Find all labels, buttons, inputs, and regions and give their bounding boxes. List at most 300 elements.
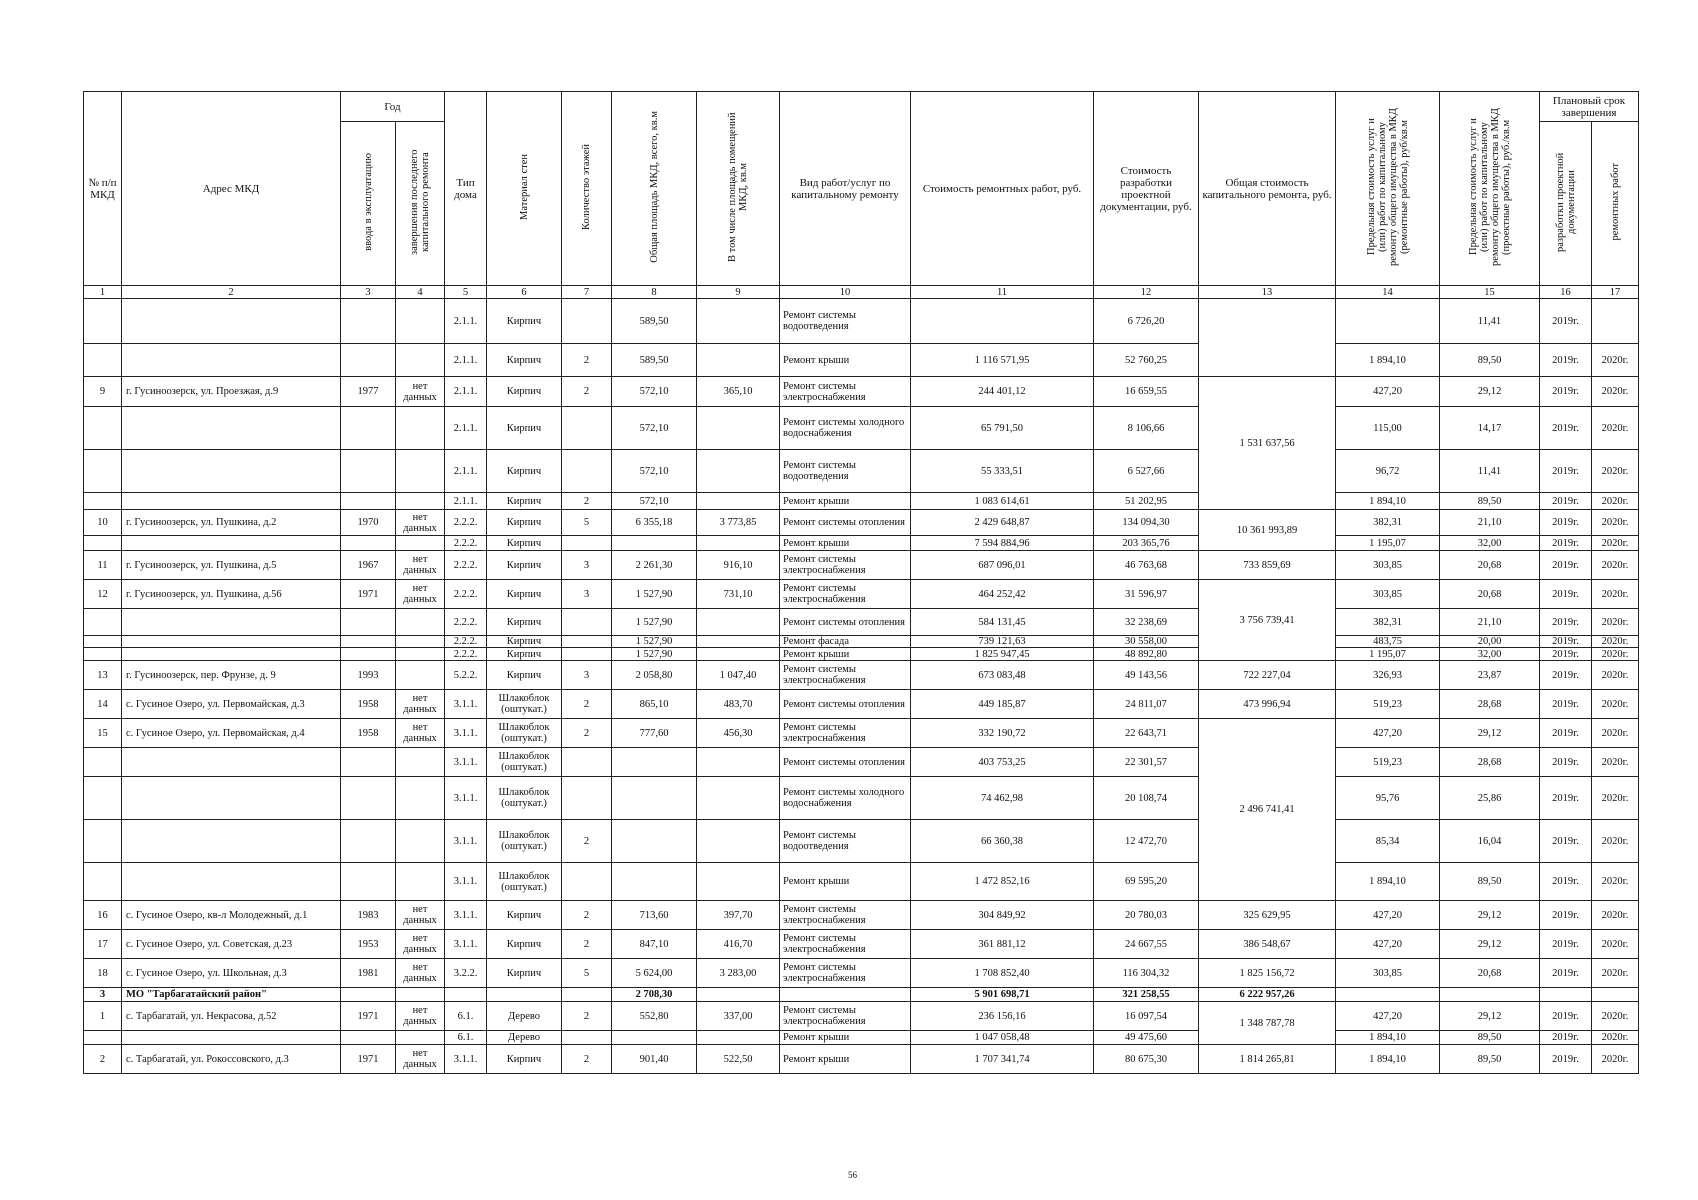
cell-work-type: Ремонт крыши — [780, 493, 911, 510]
cell-design-term: 2019г. — [1540, 377, 1592, 407]
cell-commissioning-year: 1970 — [341, 510, 396, 536]
cell-row-number: 1 — [84, 1002, 122, 1031]
column-number: 6 — [487, 286, 562, 299]
cell-repair-term: 2020г. — [1592, 690, 1639, 719]
cell-house-type: 3.1.1. — [445, 863, 487, 901]
cell-work-type: Ремонт системы отопления — [780, 748, 911, 777]
cell-address — [122, 863, 341, 901]
cell-limit-design: 28,68 — [1440, 748, 1540, 777]
cell-row-number: 12 — [84, 580, 122, 609]
cell-limit-design: 89,50 — [1440, 493, 1540, 510]
cell-address — [122, 636, 341, 648]
cell-last-repair-year — [396, 493, 445, 510]
cell-premises-area — [697, 450, 780, 493]
cell-limit-design: 23,87 — [1440, 661, 1540, 690]
column-number: 1 — [84, 286, 122, 299]
cell-limit-repair: 1 894,10 — [1336, 493, 1440, 510]
cell-limit-repair: 519,23 — [1336, 690, 1440, 719]
cell-address: г. Гусиноозерск, ул. Пушкина, д.2 — [122, 510, 341, 536]
document-page — [83, 91, 1639, 1074]
cell-commissioning-year — [341, 820, 396, 863]
cell-wall-material: Кирпич — [487, 450, 562, 493]
cell-limit-design: 20,68 — [1440, 959, 1540, 988]
table-row — [84, 820, 1639, 863]
table-row — [84, 719, 1639, 748]
cell-wall-material: Кирпич — [487, 344, 562, 377]
column-number: 14 — [1336, 286, 1440, 299]
cell-design-term: 2019г. — [1540, 863, 1592, 901]
cell-house-type: 2.2.2. — [445, 648, 487, 661]
cell-limit-design: 29,12 — [1440, 1002, 1540, 1031]
cell-design-term: 2019г. — [1540, 748, 1592, 777]
cell-wall-material: Шлакоблок (оштукат.) — [487, 719, 562, 748]
page-number: 56 — [848, 1170, 857, 1180]
cell-total-area: 2 708,30 — [612, 988, 697, 1002]
cell-premises-area — [697, 344, 780, 377]
cell-work-type: Ремонт крыши — [780, 1045, 911, 1074]
cell-row-number — [84, 536, 122, 551]
cell-wall-material: Кирпич — [487, 493, 562, 510]
cell-repair-cost: 65 791,50 — [911, 407, 1094, 450]
cell-row-number — [84, 493, 122, 510]
cell-design-term: 2019г. — [1540, 690, 1592, 719]
cell-last-repair-year — [396, 863, 445, 901]
cell-repair-term: 2020г. — [1592, 450, 1639, 493]
cell-limit-repair: 382,31 — [1336, 609, 1440, 636]
cell-limit-repair: 1 894,10 — [1336, 1031, 1440, 1045]
cell-last-repair-year — [396, 661, 445, 690]
header-repair-term: ремонтных работ — [1592, 122, 1639, 286]
cell-limit-design: 28,68 — [1440, 690, 1540, 719]
cell-repair-term: 2020г. — [1592, 551, 1639, 580]
cell-repair-cost: 1 083 614,61 — [911, 493, 1094, 510]
cell-limit-design: 16,04 — [1440, 820, 1540, 863]
cell-commissioning-year: 1958 — [341, 690, 396, 719]
cell-repair-cost: 687 096,01 — [911, 551, 1094, 580]
cell-work-type: Ремонт системы электроснабжения — [780, 580, 911, 609]
cell-repair-cost: 1 472 852,16 — [911, 863, 1094, 901]
cell-total-cost: 325 629,95 — [1199, 901, 1336, 930]
cell-total-area — [612, 748, 697, 777]
cell-limit-repair: 382,31 — [1336, 510, 1440, 536]
cell-floors — [562, 988, 612, 1002]
cell-design-term — [1540, 988, 1592, 1002]
capital-repair-table — [83, 91, 1639, 1074]
cell-premises-area — [697, 1031, 780, 1045]
cell-last-repair-year: нет данных — [396, 1002, 445, 1031]
cell-total-area: 552,80 — [612, 1002, 697, 1031]
cell-last-repair-year — [396, 609, 445, 636]
cell-commissioning-year: 1971 — [341, 1002, 396, 1031]
table-row — [84, 661, 1639, 690]
cell-design-cost: 69 595,20 — [1094, 863, 1199, 901]
cell-limit-repair — [1336, 299, 1440, 344]
cell-limit-repair: 1 894,10 — [1336, 863, 1440, 901]
cell-design-cost: 20 108,74 — [1094, 777, 1199, 820]
cell-repair-term: 2020г. — [1592, 344, 1639, 377]
cell-row-number: 17 — [84, 930, 122, 959]
cell-design-cost: 48 892,80 — [1094, 648, 1199, 661]
cell-last-repair-year: нет данных — [396, 959, 445, 988]
cell-limit-design: 29,12 — [1440, 719, 1540, 748]
cell-work-type: Ремонт системы электроснабжения — [780, 719, 911, 748]
cell-house-type: 3.2.2. — [445, 959, 487, 988]
cell-repair-term: 2020г. — [1592, 407, 1639, 450]
cell-floors — [562, 648, 612, 661]
cell-repair-term: 2020г. — [1592, 748, 1639, 777]
column-number: 10 — [780, 286, 911, 299]
cell-design-term: 2019г. — [1540, 1031, 1592, 1045]
cell-design-cost: 16 659,55 — [1094, 377, 1199, 407]
cell-floors: 2 — [562, 344, 612, 377]
cell-house-type: 2.2.2. — [445, 609, 487, 636]
cell-repair-cost: 66 360,38 — [911, 820, 1094, 863]
cell-total-area — [612, 536, 697, 551]
cell-design-term: 2019г. — [1540, 580, 1592, 609]
cell-repair-cost: 332 190,72 — [911, 719, 1094, 748]
cell-commissioning-year — [341, 777, 396, 820]
cell-work-type: Ремонт системы электроснабжения — [780, 1002, 911, 1031]
header-premises-area: В том числе площадь помещений МКД, кв.м — [697, 92, 780, 286]
cell-total-area — [612, 777, 697, 820]
cell-house-type: 2.1.1. — [445, 299, 487, 344]
header-total-area: Общая площадь МКД, всего, кв.м — [612, 92, 697, 286]
cell-last-repair-year: нет данных — [396, 930, 445, 959]
cell-limit-design: 21,10 — [1440, 609, 1540, 636]
cell-total-cost: 6 222 957,26 — [1199, 988, 1336, 1002]
cell-limit-design: 89,50 — [1440, 1031, 1540, 1045]
column-number: 11 — [911, 286, 1094, 299]
cell-total-area: 572,10 — [612, 377, 697, 407]
cell-repair-term: 2020г. — [1592, 930, 1639, 959]
table-row — [84, 777, 1639, 820]
cell-last-repair-year: нет данных — [396, 510, 445, 536]
cell-repair-cost: 1 825 947,45 — [911, 648, 1094, 661]
cell-last-repair-year — [396, 536, 445, 551]
cell-premises-area: 456,30 — [697, 719, 780, 748]
cell-wall-material: Кирпич — [487, 648, 562, 661]
cell-commissioning-year — [341, 1031, 396, 1045]
cell-limit-repair: 303,85 — [1336, 959, 1440, 988]
cell-house-type: 3.1.1. — [445, 690, 487, 719]
cell-wall-material: Кирпич — [487, 959, 562, 988]
cell-commissioning-year — [341, 493, 396, 510]
cell-design-cost: 22 301,57 — [1094, 748, 1199, 777]
header-work-type: Вид работ/услуг по капитальному ремонту — [780, 92, 911, 286]
cell-house-type: 3.1.1. — [445, 748, 487, 777]
header-limit-design: Предельная стоимость услуг и (или) работ по капитальному ремонту общего имущества в МКД (проектные работы), руб./кв.м — [1440, 92, 1540, 286]
table-row — [84, 551, 1639, 580]
cell-wall-material: Кирпич — [487, 407, 562, 450]
cell-work-type: Ремонт крыши — [780, 536, 911, 551]
cell-work-type: Ремонт системы электроснабжения — [780, 377, 911, 407]
cell-floors: 2 — [562, 690, 612, 719]
cell-design-cost: 20 780,03 — [1094, 901, 1199, 930]
cell-commissioning-year — [341, 748, 396, 777]
cell-floors: 5 — [562, 959, 612, 988]
cell-total-area: 1 527,90 — [612, 580, 697, 609]
cell-limit-design: 20,68 — [1440, 580, 1540, 609]
cell-last-repair-year: нет данных — [396, 1045, 445, 1074]
cell-premises-area — [697, 299, 780, 344]
table-row — [84, 901, 1639, 930]
column-number: 2 — [122, 286, 341, 299]
cell-floors — [562, 863, 612, 901]
cell-commissioning-year — [341, 609, 396, 636]
cell-row-number — [84, 344, 122, 377]
cell-floors: 3 — [562, 551, 612, 580]
cell-address — [122, 299, 341, 344]
cell-repair-term — [1592, 988, 1639, 1002]
cell-floors: 3 — [562, 580, 612, 609]
cell-design-cost: 51 202,95 — [1094, 493, 1199, 510]
cell-limit-repair: 483,75 — [1336, 636, 1440, 648]
cell-premises-area — [697, 748, 780, 777]
cell-design-cost: 31 596,97 — [1094, 580, 1199, 609]
cell-floors — [562, 1031, 612, 1045]
cell-design-cost: 203 365,76 — [1094, 536, 1199, 551]
cell-total-area — [612, 863, 697, 901]
cell-address: с. Тарбагатай, ул. Некрасова, д.52 — [122, 1002, 341, 1031]
cell-repair-cost: 1 707 341,74 — [911, 1045, 1094, 1074]
cell-address — [122, 777, 341, 820]
cell-limit-repair: 1 894,10 — [1336, 344, 1440, 377]
cell-wall-material: Шлакоблок (оштукат.) — [487, 820, 562, 863]
cell-row-number: 11 — [84, 551, 122, 580]
cell-wall-material: Кирпич — [487, 901, 562, 930]
cell-design-term: 2019г. — [1540, 636, 1592, 648]
cell-limit-design: 11,41 — [1440, 299, 1540, 344]
cell-limit-design: 20,68 — [1440, 551, 1540, 580]
cell-repair-term: 2020г. — [1592, 609, 1639, 636]
cell-limit-repair: 427,20 — [1336, 1002, 1440, 1031]
cell-floors — [562, 407, 612, 450]
cell-wall-material: Кирпич — [487, 1045, 562, 1074]
cell-row-number — [84, 748, 122, 777]
cell-limit-design: 29,12 — [1440, 377, 1540, 407]
cell-floors — [562, 299, 612, 344]
cell-house-type: 3.1.1. — [445, 901, 487, 930]
table-row — [84, 648, 1639, 661]
cell-address: с. Гусиное Озеро, ул. Советская, д.23 — [122, 930, 341, 959]
cell-address — [122, 407, 341, 450]
cell-design-term: 2019г. — [1540, 820, 1592, 863]
column-number: 12 — [1094, 286, 1199, 299]
cell-address — [122, 748, 341, 777]
cell-limit-repair: 1 894,10 — [1336, 1045, 1440, 1074]
cell-premises-area: 365,10 — [697, 377, 780, 407]
cell-house-type: 3.1.1. — [445, 719, 487, 748]
cell-total-area: 1 527,90 — [612, 609, 697, 636]
cell-repair-term: 2020г. — [1592, 493, 1639, 510]
cell-floors: 2 — [562, 719, 612, 748]
cell-commissioning-year — [341, 299, 396, 344]
cell-total-area — [612, 1031, 697, 1045]
cell-total-cost: 1 814 265,81 — [1199, 1045, 1336, 1074]
cell-wall-material: Кирпич — [487, 536, 562, 551]
cell-repair-term: 2020г. — [1592, 661, 1639, 690]
cell-row-number — [84, 820, 122, 863]
cell-repair-cost: 739 121,63 — [911, 636, 1094, 648]
cell-design-cost: 80 675,30 — [1094, 1045, 1199, 1074]
cell-total-cost — [1199, 299, 1336, 377]
cell-row-number — [84, 863, 122, 901]
cell-house-type: 2.2.2. — [445, 580, 487, 609]
cell-address: МО "Тарбагатайский район" — [122, 988, 341, 1002]
header-address: Адрес МКД — [122, 92, 341, 286]
cell-total-area — [612, 820, 697, 863]
cell-house-type: 2.1.1. — [445, 450, 487, 493]
cell-commissioning-year: 1983 — [341, 901, 396, 930]
cell-commissioning-year — [341, 450, 396, 493]
cell-last-repair-year: нет данных — [396, 719, 445, 748]
cell-premises-area — [697, 536, 780, 551]
header-design-cost: Стоимость разработки проектной документации, руб. — [1094, 92, 1199, 286]
cell-row-number: 15 — [84, 719, 122, 748]
cell-total-area: 713,60 — [612, 901, 697, 930]
table-row — [84, 930, 1639, 959]
table-row — [84, 493, 1639, 510]
cell-last-repair-year: нет данных — [396, 377, 445, 407]
column-number: 9 — [697, 286, 780, 299]
header-year-group: Год — [341, 92, 445, 122]
cell-design-cost: 30 558,00 — [1094, 636, 1199, 648]
cell-last-repair-year — [396, 648, 445, 661]
cell-address — [122, 820, 341, 863]
cell-wall-material: Кирпич — [487, 609, 562, 636]
cell-repair-term: 2020г. — [1592, 580, 1639, 609]
table-row — [84, 510, 1639, 536]
cell-limit-repair: 427,20 — [1336, 930, 1440, 959]
cell-design-cost: 134 094,30 — [1094, 510, 1199, 536]
cell-premises-area: 916,10 — [697, 551, 780, 580]
cell-repair-term: 2020г. — [1592, 536, 1639, 551]
header-total-cost: Общая стоимость капитального ремонта, руб. — [1199, 92, 1336, 286]
column-number: 13 — [1199, 286, 1336, 299]
header-term-group: Плановый срок завершения — [1540, 92, 1639, 122]
cell-last-repair-year: нет данных — [396, 580, 445, 609]
cell-total-cost: 1 348 787,78 — [1199, 1002, 1336, 1045]
cell-limit-design: 29,12 — [1440, 901, 1540, 930]
cell-premises-area — [697, 648, 780, 661]
header-wall-material: Материал стен — [487, 92, 562, 286]
cell-design-term: 2019г. — [1540, 299, 1592, 344]
cell-limit-design: 89,50 — [1440, 863, 1540, 901]
cell-house-type: 3.1.1. — [445, 930, 487, 959]
cell-work-type: Ремонт системы холодного водоснабжения — [780, 777, 911, 820]
cell-limit-repair: 303,85 — [1336, 551, 1440, 580]
column-number: 8 — [612, 286, 697, 299]
cell-repair-cost: 1 116 571,95 — [911, 344, 1094, 377]
cell-house-type: 2.1.1. — [445, 493, 487, 510]
cell-last-repair-year: нет данных — [396, 901, 445, 930]
cell-last-repair-year — [396, 450, 445, 493]
cell-address — [122, 493, 341, 510]
column-number: 17 — [1592, 286, 1639, 299]
cell-total-cost: 2 496 741,41 — [1199, 719, 1336, 901]
cell-row-number — [84, 777, 122, 820]
cell-premises-area: 416,70 — [697, 930, 780, 959]
table-row — [84, 863, 1639, 901]
cell-commissioning-year — [341, 344, 396, 377]
cell-floors — [562, 636, 612, 648]
cell-floors — [562, 609, 612, 636]
cell-limit-repair: 96,72 — [1336, 450, 1440, 493]
cell-last-repair-year — [396, 777, 445, 820]
cell-row-number: 2 — [84, 1045, 122, 1074]
cell-work-type: Ремонт системы отопления — [780, 510, 911, 536]
cell-last-repair-year — [396, 299, 445, 344]
cell-premises-area — [697, 407, 780, 450]
cell-address: с. Тарбагатай, ул. Рокоссовского, д.3 — [122, 1045, 341, 1074]
cell-total-cost: 3 756 739,41 — [1199, 580, 1336, 661]
table-row — [84, 988, 1639, 1002]
cell-total-cost: 473 996,94 — [1199, 690, 1336, 719]
cell-limit-design: 14,17 — [1440, 407, 1540, 450]
cell-row-number — [84, 648, 122, 661]
cell-total-area: 901,40 — [612, 1045, 697, 1074]
cell-repair-cost: 304 849,92 — [911, 901, 1094, 930]
cell-work-type: Ремонт крыши — [780, 648, 911, 661]
cell-total-area: 589,50 — [612, 299, 697, 344]
cell-house-type: 3.1.1. — [445, 1045, 487, 1074]
cell-design-cost: 24 811,07 — [1094, 690, 1199, 719]
cell-repair-term: 2020г. — [1592, 1002, 1639, 1031]
cell-design-cost: 49 475,60 — [1094, 1031, 1199, 1045]
cell-last-repair-year — [396, 344, 445, 377]
cell-commissioning-year — [341, 407, 396, 450]
cell-premises-area: 3 283,00 — [697, 959, 780, 988]
cell-repair-cost: 5 901 698,71 — [911, 988, 1094, 1002]
cell-floors: 2 — [562, 820, 612, 863]
cell-repair-term: 2020г. — [1592, 1045, 1639, 1074]
cell-design-cost: 12 472,70 — [1094, 820, 1199, 863]
cell-address: с. Гусиное Озеро, ул. Школьная, д.3 — [122, 959, 341, 988]
cell-design-term: 2019г. — [1540, 450, 1592, 493]
cell-commissioning-year: 1953 — [341, 930, 396, 959]
cell-design-cost: 8 106,66 — [1094, 407, 1199, 450]
cell-wall-material — [487, 988, 562, 1002]
table-row — [84, 299, 1639, 344]
cell-row-number: 3 — [84, 988, 122, 1002]
cell-commissioning-year: 1967 — [341, 551, 396, 580]
cell-row-number: 14 — [84, 690, 122, 719]
cell-work-type: Ремонт системы водоотведения — [780, 299, 911, 344]
cell-repair-term: 2020г. — [1592, 777, 1639, 820]
cell-address — [122, 609, 341, 636]
cell-wall-material: Шлакоблок (оштукат.) — [487, 777, 562, 820]
cell-row-number — [84, 450, 122, 493]
header-commissioning-year: ввода в эксплуатацию — [341, 122, 396, 286]
cell-house-type: 3.1.1. — [445, 777, 487, 820]
cell-last-repair-year: нет данных — [396, 551, 445, 580]
cell-repair-term: 2020г. — [1592, 1031, 1639, 1045]
cell-design-cost: 49 143,56 — [1094, 661, 1199, 690]
cell-repair-cost: 1 708 852,40 — [911, 959, 1094, 988]
cell-wall-material: Кирпич — [487, 377, 562, 407]
column-number: 5 — [445, 286, 487, 299]
cell-design-term: 2019г. — [1540, 661, 1592, 690]
cell-repair-cost: 1 047 058,48 — [911, 1031, 1094, 1045]
header-row-number: № п/п МКД — [84, 92, 122, 286]
cell-limit-repair: 1 195,07 — [1336, 648, 1440, 661]
table-row — [84, 1002, 1639, 1031]
cell-repair-cost — [911, 299, 1094, 344]
cell-work-type: Ремонт системы электроснабжения — [780, 551, 911, 580]
cell-design-term: 2019г. — [1540, 648, 1592, 661]
cell-repair-cost: 55 333,51 — [911, 450, 1094, 493]
cell-house-type: 5.2.2. — [445, 661, 487, 690]
